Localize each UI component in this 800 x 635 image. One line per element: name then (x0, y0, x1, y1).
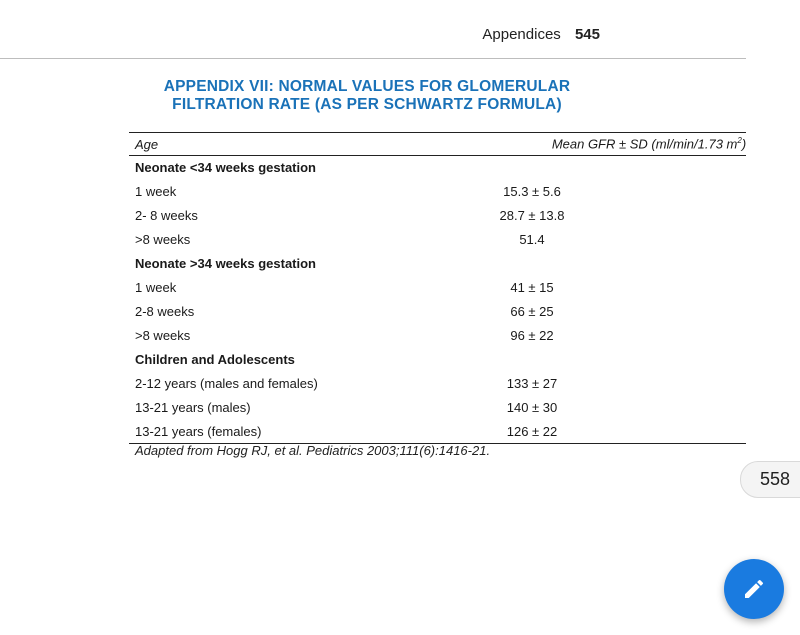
table-row (129, 420, 746, 444)
section-name: Appendices (482, 26, 561, 43)
age-cell: 1 week (135, 280, 177, 295)
appendix-title (130, 78, 604, 114)
gfr-value-cell: 140 ± 30 (506, 400, 558, 415)
page-indicator[interactable] (740, 461, 800, 498)
column-header-age: Age (129, 133, 318, 156)
gfr-table (129, 132, 746, 444)
age-cell: 1 week (135, 184, 177, 199)
printed-page-number: 545 (574, 26, 600, 43)
gfr-value-cell: 51.4 (519, 232, 545, 247)
gfr-value-cell: 96 ± 22 (510, 328, 554, 343)
column-header-gfr: Mean GFR ± SD (ml/min/1.73 $m^2$) (318, 133, 746, 156)
gfr-value-cell: 66 ± 25 (510, 304, 554, 319)
table-row (129, 300, 746, 324)
group-label: Neonate >34 weeks gestation (135, 256, 316, 271)
source-note: Adapted from Hogg RJ, et al. Pediatrics 2003;111(6):1416-21. (135, 443, 491, 458)
group-row (129, 252, 746, 276)
table-row (129, 228, 746, 252)
group-label: Neonate <34 weeks gestation (135, 160, 316, 176)
age-cell: 2-8 weeks (135, 304, 195, 319)
group-label: Children and Adolescents (135, 352, 295, 367)
edit-button[interactable] (724, 559, 784, 619)
age-cell: 13-21 years (females) (129, 420, 318, 444)
table-row (129, 324, 746, 348)
gfr-value-cell: 126 ± 22 (318, 420, 746, 444)
table-header-row (129, 133, 746, 156)
header-divider (0, 58, 746, 59)
age-cell: >8 weeks (135, 232, 191, 247)
group-row (129, 156, 746, 180)
appendix-title-line-1: APPENDIX VII: NORMAL VALUES FOR GLOMERULAR (163, 78, 571, 95)
table-row (129, 396, 746, 420)
age-cell: 13-21 years (males) (135, 400, 251, 415)
table-row (129, 276, 746, 300)
pencil-icon (742, 577, 766, 601)
table-row (129, 204, 746, 228)
current-page-number: 558 (760, 469, 791, 489)
table-row (129, 180, 746, 204)
age-cell: 2-12 years (males and females) (135, 376, 318, 391)
gfr-value-cell: 15.3 ± 5.6 (503, 184, 561, 199)
running-header (0, 26, 600, 43)
gfr-value-cell: 41 ± 15 (510, 280, 554, 295)
table-row (129, 372, 746, 396)
age-cell: 2- 8 weeks (135, 208, 198, 223)
gfr-value-cell: 133 ± 27 (506, 376, 558, 391)
gfr-value-cell: 28.7 ± 13.8 (499, 208, 565, 223)
appendix-title-line-2: FILTRATION RATE (AS PER SCHWARTZ FORMULA) (172, 96, 562, 113)
group-row (129, 348, 746, 372)
age-cell: >8 weeks (135, 328, 191, 343)
